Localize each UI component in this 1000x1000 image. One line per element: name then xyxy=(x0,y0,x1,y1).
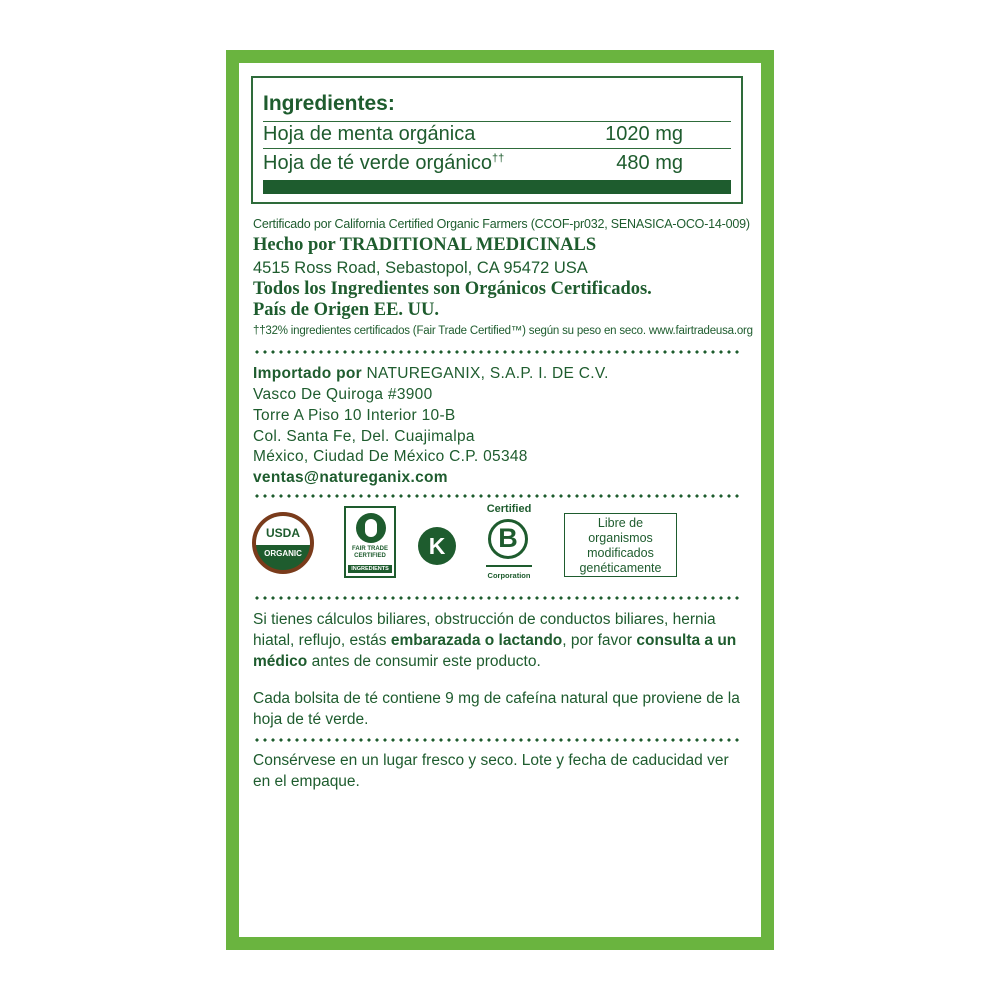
ingredients-divider xyxy=(263,148,731,149)
health-warning: Si tienes cálculos biliares, obstrucción de conductos biliares, hernia hiatal, reflujo, estás embarazada o lactando, por favor consulta a un médico antes de consumir este producto. xyxy=(253,611,737,670)
storage-note: Consérvese en un lugar fresco y seco. Lote y fecha de caducidad ver en el empaque. xyxy=(253,752,729,790)
importer-email: ventas@natureganix.com xyxy=(253,469,448,486)
importer-name: NATUREGANIX, S.A.P. I. DE C.V. xyxy=(361,365,609,382)
bcorp-certified-text: Certified xyxy=(486,503,532,515)
usda-organic-logo xyxy=(252,512,314,574)
ingredients-bottom-bar xyxy=(263,180,731,194)
fair-trade-ingredients-text: INGREDIENTS xyxy=(348,565,392,573)
ingredient-name: Hoja de menta orgánica xyxy=(263,123,476,145)
importer-address-line: Vasco De Quiroga #3900 xyxy=(253,386,433,403)
importer-label: Importado por xyxy=(253,365,362,382)
ingredient-amount: 1020 mg xyxy=(605,123,683,145)
b-corp-logo xyxy=(481,503,537,585)
manufacturer-address: 4515 Ross Road, Sebastopol, CA 95472 USA xyxy=(253,259,588,277)
warning-emphasis: embarazada o lactando xyxy=(390,632,563,649)
kosher-letter: K xyxy=(428,533,446,559)
usda-organic-text: ORGANIC xyxy=(264,549,302,558)
dotted-divider xyxy=(253,596,741,600)
bcorp-letter: B xyxy=(498,523,518,553)
bcorp-corporation-text: Corporation xyxy=(487,571,531,580)
usda-text: USDA xyxy=(265,526,300,540)
ingredients-divider xyxy=(263,121,731,122)
kosher-logo xyxy=(418,527,456,565)
ingredient-amount: 480 mg xyxy=(616,152,683,174)
importer-line xyxy=(253,365,609,383)
made-by-text: Hecho por TRADITIONAL MEDICINALS xyxy=(253,235,597,255)
fair-trade-text: FAIR TRADE CERTIFIED xyxy=(352,546,388,559)
origin-text: País de Origen EE. UU. xyxy=(253,300,440,320)
ingredient-name: Hoja de té verde orgánico†† xyxy=(263,152,505,174)
dotted-divider xyxy=(253,738,741,742)
fair-trade-logo xyxy=(344,506,396,578)
importer-address-line: Torre A Piso 10 Interior 10-B xyxy=(253,407,456,424)
importer-address-line: Col. Santa Fe, Del. Cuajimalpa xyxy=(253,428,475,445)
warning-emphasis: consulta a un médico xyxy=(253,632,737,670)
ingredients-title: Ingredientes: xyxy=(263,92,395,115)
certified-by-text: Certificado por California Certified Organic Farmers (CCOF-pr032, SENASICA-OCO-14-009) xyxy=(253,217,750,231)
ingredients-box xyxy=(251,76,743,204)
dotted-divider xyxy=(253,350,741,354)
importer-address-line: México, Ciudad De México C.P. 05348 xyxy=(253,448,528,465)
caffeine-note: Cada bolsita de té contiene 9 mg de cafeína natural que proviene de la hoja de té verde. xyxy=(253,690,740,728)
dotted-divider xyxy=(253,494,741,498)
gmo-free-badge: Libre de organismos modificados genéticamente xyxy=(564,513,677,577)
fair-trade-figure-icon xyxy=(356,513,386,543)
fair-trade-note: ††32% ingredientes certificados (Fair Trade Certified™) según su peso en seco. www.fairtradeusa.org xyxy=(253,325,753,337)
all-organic-text: Todos los Ingredientes son Orgánicos Certificados. xyxy=(253,279,652,299)
